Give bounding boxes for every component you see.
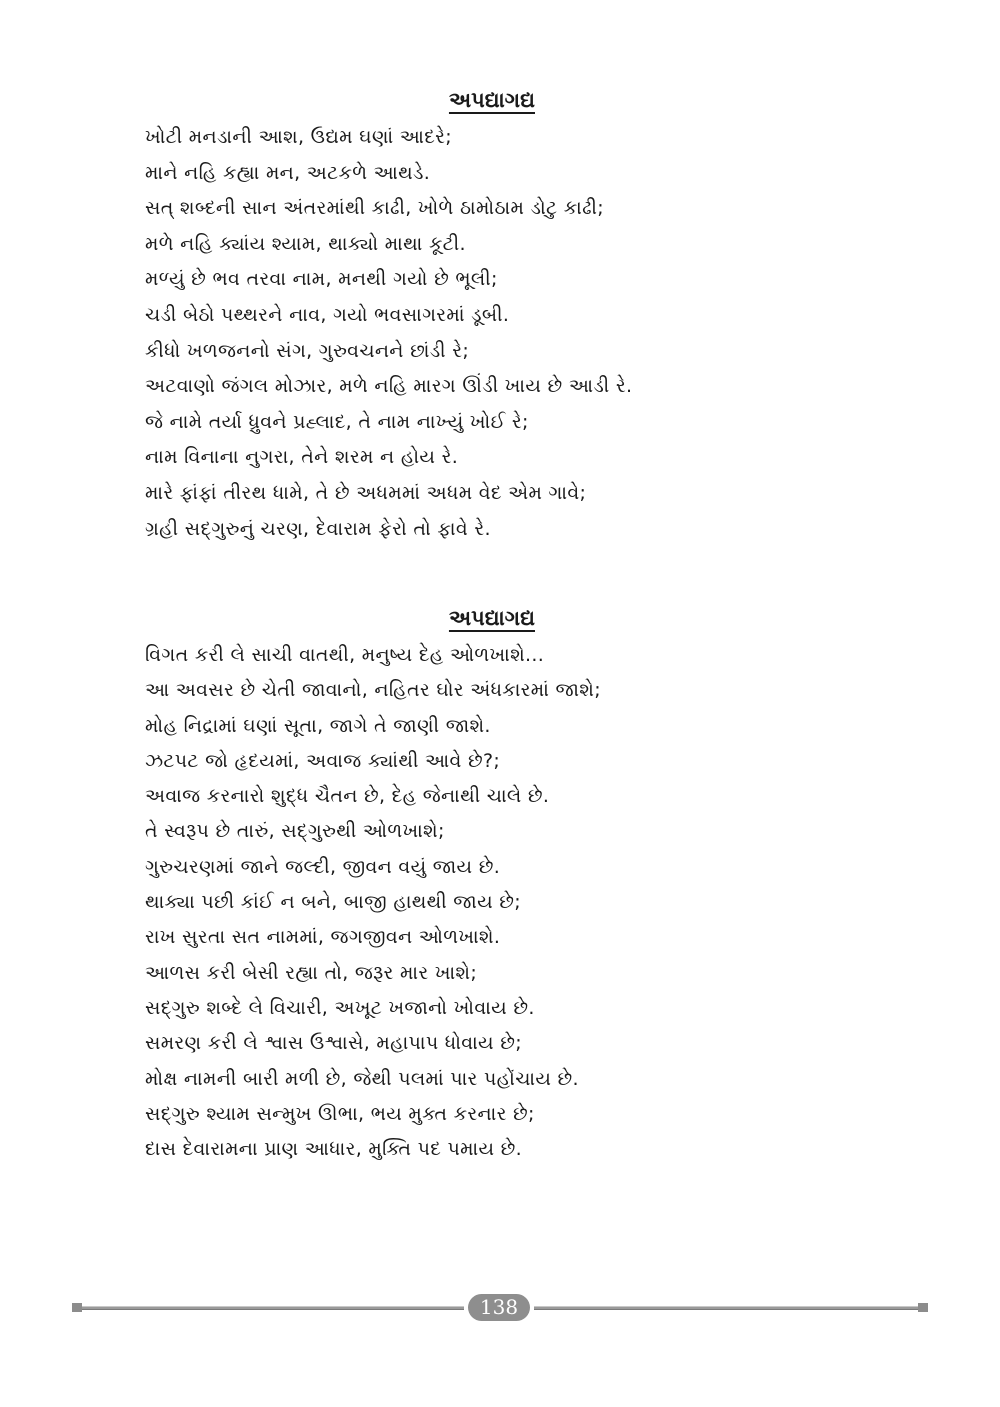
verse-line: મોહ નિદ્રામાં ઘણાં સૂતા, જાગે તે જાણી જાશે. xyxy=(145,714,491,737)
verse-line: માને નહિ કહ્યા મન, અટકળે આથડે. xyxy=(145,161,431,184)
verse-section xyxy=(145,598,865,1167)
verse-line: આળસ કરી બેસી રહ્યા તો, જરૂર માર ખાશે; xyxy=(145,961,478,984)
verse-line: નામ વિનાના નુગરા, તેને શરમ ન હોય રે. xyxy=(145,446,459,469)
verse-line: સદ્‌ગુરુ શબ્દે લે વિચારી, અખૂટ ખજાનો ખોવાય છે. xyxy=(145,996,535,1019)
verse-line: ચડી બેઠો પથ્થરને નાવ, ગયો ભવસાગરમાં ડૂબી. xyxy=(145,303,510,326)
page-footer xyxy=(72,1294,928,1322)
verse-line: આ અવસર છે ચેતી જાવાનો, નહિતર ઘોર અંધકારમાં જાશે; xyxy=(145,679,601,702)
verse-line: અવાજ કરનારો શુદ્ધ ચૈતન છે, દેહ જેનાથી ચાલે છે. xyxy=(145,785,550,808)
verse-line: તે સ્વરૂપ છે તારું, સદ્‌ગુરુથી ઓળખાશે; xyxy=(145,820,445,843)
verse-line: સત્ શબ્દની સાન અંતરમાંથી કાઢી, ખોળે ઠામોઠામ ડોટુ કાઢી; xyxy=(145,197,604,220)
verse-line: ગ્રહી સદ્‌ગુરુનું ચરણ, દેવારામ ફેરો તો ફાવે રે. xyxy=(145,517,491,540)
verse-line: સદ્‌ગુરુ શ્યામ સન્મુખ ઊભા, ભય મુક્ત કરનાર છે; xyxy=(145,1102,535,1125)
verse-line: વિગત કરી લે સાચી વાતથી, મનુષ્ય દેહ ઓળખાશે... xyxy=(145,644,545,666)
footer-rule xyxy=(82,1306,464,1310)
verse-line: મળે નહિ ક્યાંય શ્યામ, થાક્યો માથા કૂટી. xyxy=(145,232,466,255)
verse-line: ગુરુચરણમાં જાને જલ્દી, જીવન વયું જાય છે. xyxy=(145,855,501,878)
verse-line: મારે ફાંફાં તીરથ ધામે, તે છે અધમમાં અધમ વેદ એમ ગાવે; xyxy=(145,481,587,504)
footer-rule-end-cap xyxy=(72,1303,82,1312)
verse-line: અટવાણો જંગલ મોઝાર, મળે નહિ મારગ ઊંડી ખાય છે આડી રે. xyxy=(145,375,633,398)
verse-line: રાખ સુરતા સત નામમાં, જગજીવન ઓળખાશે. xyxy=(145,926,501,949)
section-heading: અપદ્યાગદ્ય xyxy=(448,606,535,630)
verse-line: મળ્યું છે ભવ તરવા નામ, મનથી ગયો છે ભૂલી; xyxy=(145,268,498,291)
verse-section xyxy=(145,80,865,547)
footer-rule xyxy=(534,1306,918,1310)
page-number: 138 xyxy=(468,1294,530,1321)
footer-rule-end-cap xyxy=(918,1303,928,1312)
section-heading: અપદ્યાગદ્ય xyxy=(448,88,535,112)
verse-line: દાસ દેવારામના પ્રાણ આધાર, મુક્તિ પદ પમાય છે. xyxy=(145,1138,523,1161)
verse-line: જે નામે તર્યા ધ્રુવને પ્રહ્લાદ, તે નામ નાખ્યું ખોઈ રે; xyxy=(145,410,529,433)
verse-line: ઝટપટ જો હૃદયમાં, અવાજ ક્યાંથી આવે છે?; xyxy=(145,749,501,772)
verse-line: ખોટી મનડાની આશ, ઉદ્યમ ઘણાં આદરે; xyxy=(145,126,452,148)
verse-line: સમરણ કરી લે શ્વાસ ઉશ્વાસે, મહાપાપ ધોવાય છે; xyxy=(145,1032,522,1055)
verse-list xyxy=(145,120,865,547)
verse-list xyxy=(145,638,865,1167)
verse-line: મોક્ષ નામની બારી મળી છે, જેથી પલમાં પાર પહોંચાય છે. xyxy=(145,1067,579,1090)
verse-line: થાક્યા પછી કાંઈ ન બને, બાજી હાથથી જાય છે; xyxy=(145,891,521,914)
verse-line: કીધો ખળજનનો સંગ, ગુરુવચનને છાંડી રે; xyxy=(145,339,470,362)
